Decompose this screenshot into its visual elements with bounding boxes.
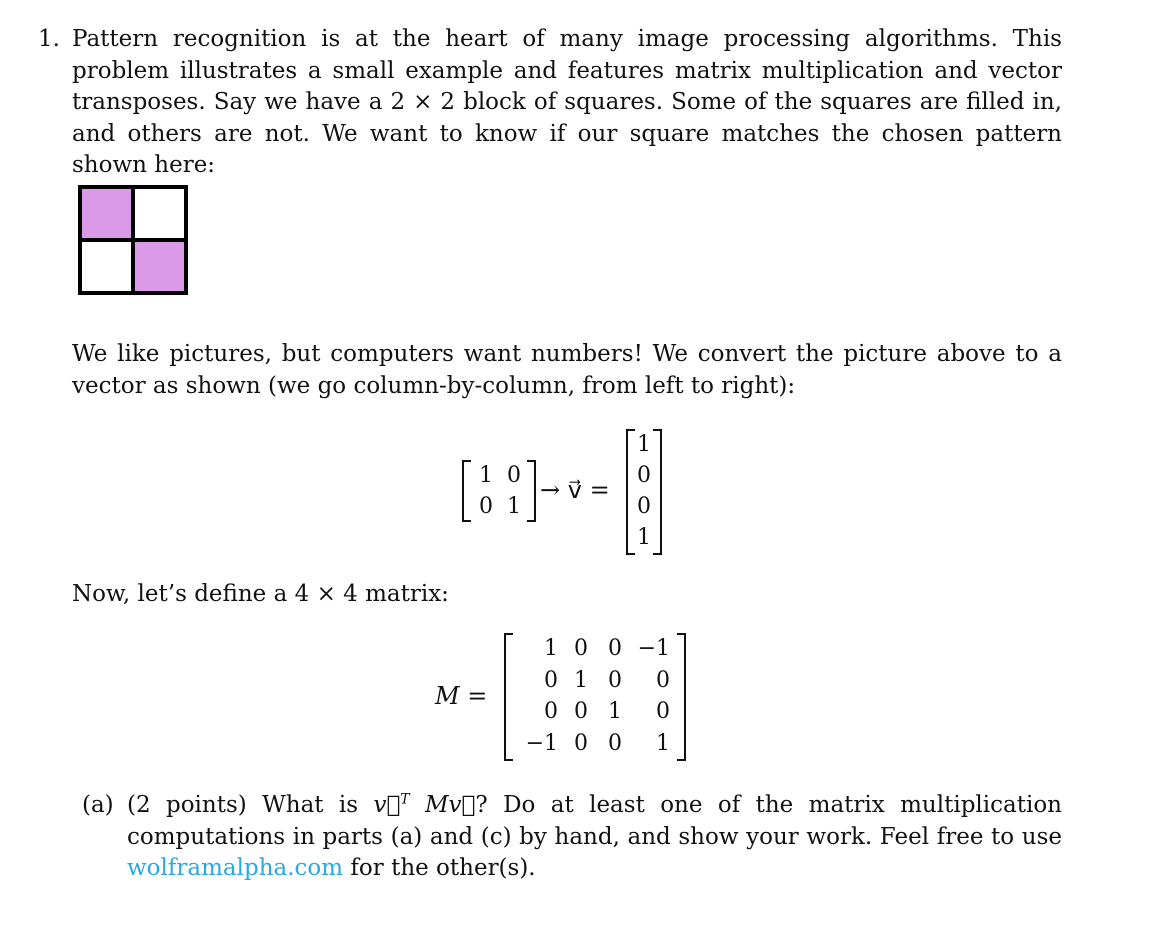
right-bracket [653,429,662,555]
matrix-entry: 1 [507,494,521,519]
conversion-text: We like pictures, but computers want numbers! We convert the picture above to a vector as shown (we go column-by-column, from left to right): [72,341,1062,399]
matrix-M [504,633,686,761]
vector-v [626,429,662,555]
wolframalpha-link[interactable]: wolframalpha.com [127,855,344,881]
matrix-entry: 0 [574,636,588,662]
part-a-text-3: for the other(s). [343,855,536,881]
matrix-entry: 0 [608,636,622,662]
pattern-cell-top-right [133,189,184,240]
left-bracket [504,633,513,761]
right-bracket [527,460,536,522]
pattern-cell-bottom-right [133,240,184,291]
right-bracket [677,633,686,761]
part-a-text-1: (2 points) What is [127,792,374,818]
matrix-entry: 0 [608,667,622,693]
matrix-entry: 1 [656,730,670,756]
matrix-entry: 0 [608,730,622,756]
matrix-entry: −1 [637,636,670,662]
matrix-entry: 0 [544,667,558,693]
matrix-entry: 0 [544,699,558,725]
expr-rest: Mv⃗ [409,792,476,818]
matrix-entry: 0 [507,463,521,488]
pattern-grid [78,185,188,295]
vector-entry: 1 [637,432,651,457]
matrix-entry: 1 [479,463,493,488]
matrix-label: M = [435,682,488,710]
define-matrix-text: Now, let’s define a 4 × 4 matrix: [72,581,449,607]
maps-to-vector: → v⃗ = [540,476,610,504]
matrix-entry: 1 [544,636,558,662]
transpose-superscript: T [400,791,410,808]
part-a-question [127,790,1062,885]
block-matrix [462,460,536,522]
expr-vector: v⃗ [373,792,401,818]
matrix-entry: 0 [574,699,588,725]
matrix-entry: 0 [479,494,493,519]
left-bracket [462,460,471,522]
matrix-entry: 0 [656,699,670,725]
problem-number: 1. [38,26,60,52]
matrix-entry: −1 [525,730,558,756]
matrix-entry: 1 [574,667,588,693]
vector-entry: 0 [637,463,651,488]
pattern-cell-bottom-left [82,240,133,291]
pattern-cell-top-left [82,189,133,240]
vector-entry: 0 [637,494,651,519]
vector-entry: 1 [637,525,651,550]
matrix-entry: 1 [608,699,622,725]
part-a-text-2: ? Do at least one of the matrix multiplication computations in parts (a) and (c) by hand, and show your work. Feel free to use [127,792,1062,850]
matrix-entry: 0 [656,667,670,693]
part-a-label: (a) [82,792,114,818]
problem-intro: Pattern recognition is at the heart of many image processing algorithms. This problem illustrates a small example and features matrix multiplication and vector transposes. Say we have a 2 × 2 block of squares. Some of the squares are filled in, and others are not. We want to know if our square matches the chosen pattern shown here: [72,26,1062,178]
matrix-entry: 0 [574,730,588,756]
